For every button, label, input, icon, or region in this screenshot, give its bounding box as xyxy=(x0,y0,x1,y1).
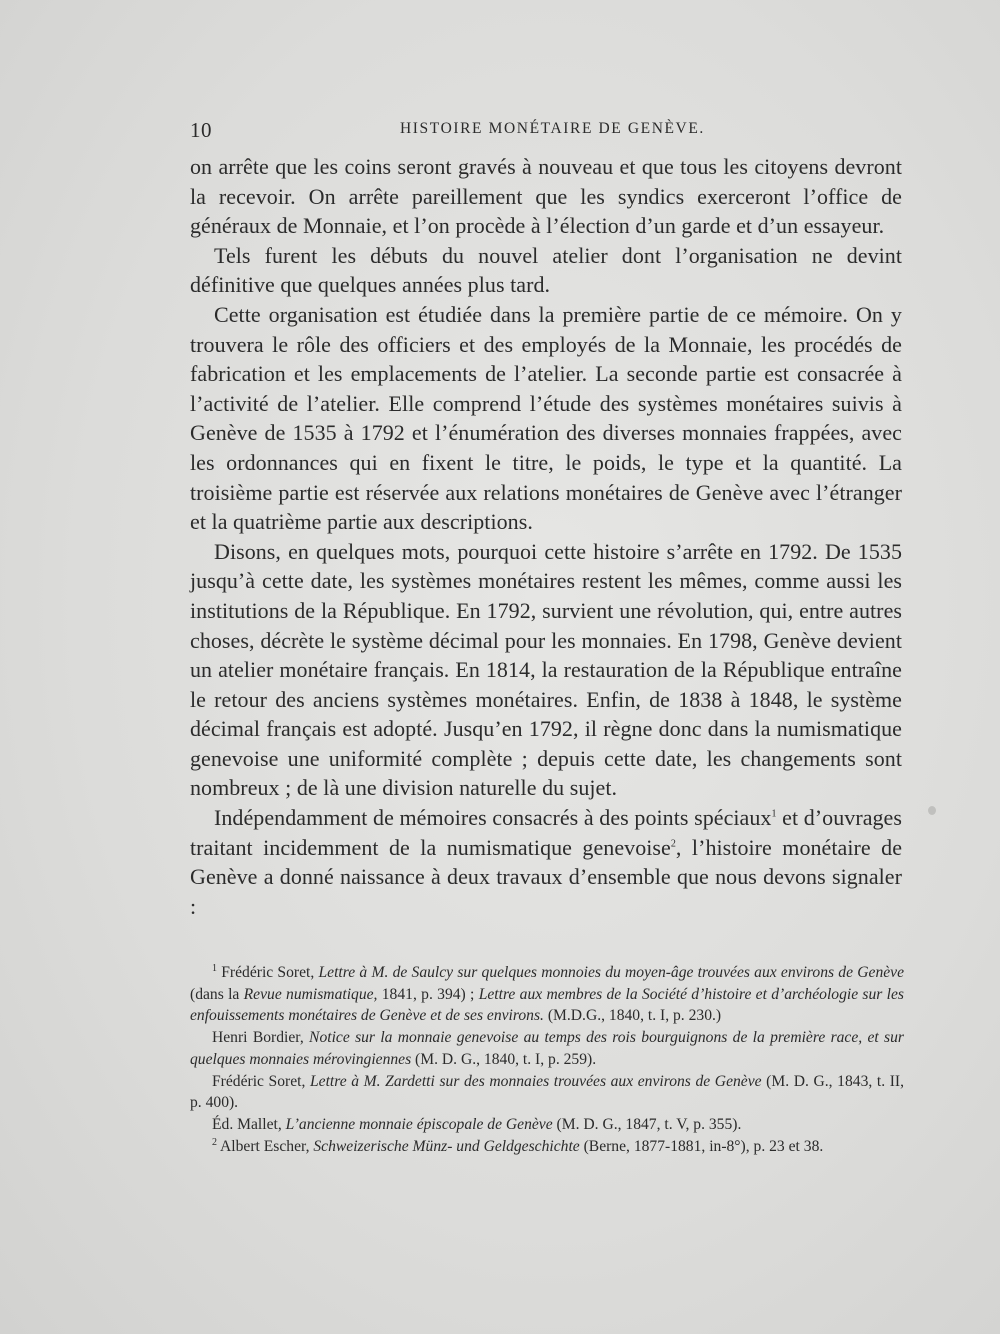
paper-stain xyxy=(928,806,936,815)
footnote-text: (Berne, 1877-1881, in-8°), p. 23 et 38. xyxy=(579,1137,824,1155)
footnote-text: Éd. Mallet, xyxy=(212,1115,286,1133)
footnote-ref-1: 1 xyxy=(771,808,777,820)
footnote-title: L’ancienne monnaie épiscopale de Genève xyxy=(285,1115,553,1133)
footnote-text: Albert Escher, xyxy=(217,1137,314,1155)
footnote-2 xyxy=(190,1136,904,1158)
paragraph-5-part-a: Indépendamment de mémoires consacrés à des points spéciaux xyxy=(214,805,772,831)
footnote-title: Revue numismatique, xyxy=(243,985,378,1003)
footnote-marker-2: 2 xyxy=(212,1136,217,1148)
paragraph-1: on arrête que les coins seront gravés à nouveau et que tous les citoyens devront la recevoir. On arrête pareillement que les syndics exerceront l’office de généraux de Monnaie, et l’on procède à l’élection d’un garde et d’un essayeur. xyxy=(190,154,902,239)
footnote-text: (M. D. G., 1847, t. V, p. 355). xyxy=(552,1115,742,1133)
footnote-1 xyxy=(190,962,904,1027)
footnote-text: Frédéric Soret, xyxy=(212,1072,310,1090)
footnote-1-bordier xyxy=(190,1027,904,1070)
footnote-title: Lettre à M. Zardetti sur des monnaies trouvées aux environs de Genève xyxy=(309,1072,762,1090)
main-text xyxy=(190,152,902,921)
paragraph-4: Disons, en quelques mots, pourquoi cette histoire s’arrête en 1792. De 1535 jusqu’à cette date, les systèmes monétaires restent les mêmes, comme aussi les institutions de la République. En 1792, survient une révolution, qui, entre autres choses, décrète le système décimal pour les monnaies. En 1798, Genève devient un atelier monétaire français. En 1814, la restauration de la République entraîne le retour des anciens systèmes monétaires. Enfin, de 1838 à 1848, le système décimal français est adopté. Jusqu’en 1792, il règne donc dans la numismatique genevoise une uniformité complète ; depuis cette date, les changements sont nombreux ; de là une division naturelle du sujet. xyxy=(190,538,902,801)
footnotes xyxy=(190,962,904,1157)
running-title: HISTOIRE MONÉTAIRE DE GENÈVE. xyxy=(400,120,705,137)
paragraph-5 xyxy=(190,803,902,921)
paragraph-2: Tels furent les débuts du nouvel atelier dont l’organisation ne devint définitive que quelques années plus tard. xyxy=(190,242,902,298)
footnote-text: Frédéric Soret, xyxy=(217,964,319,981)
footnote-text: (M. D. G., 1840, t. I, p. 259). xyxy=(411,1050,597,1068)
footnote-title: Lettre aux membres de la Société d’histoire et d’archéologie sur les enfouissements monétaires de Genève et de ses environs. xyxy=(190,985,904,1025)
footnote-title: Lettre à M. de Saulcy sur quelques monnoies du moyen-âge trouvées aux environs de Genève xyxy=(318,964,904,981)
paragraph-5-part-c: , l’histoire monétaire de Genève a donné naissance à deux travaux d’ensemble que nous devons signaler : xyxy=(190,834,903,919)
footnote-marker-1: 1 xyxy=(212,962,217,974)
footnote-text: (M. D. G., 1843, t. II, p. 400). xyxy=(190,1072,904,1112)
page-header xyxy=(190,118,902,144)
footnote-text: (M.D.G., 1840, t. I, p. 230.) xyxy=(543,1007,722,1025)
footnote-ref-2: 2 xyxy=(670,838,676,850)
footnote-text: 1841, p. 394) ; xyxy=(377,985,479,1003)
footnote-title: Schweizerische Münz- und Geldgeschichte xyxy=(313,1137,580,1155)
paragraph-3: Cette organisation est étudiée dans la première partie de ce mémoire. On y trouvera le rôle des officiers et des employés de la Monnaie, les procédés de fabrication et les emplacements de l’atelier. La seconde partie est consacrée à l’activité de l’atelier. Elle comprend l’étude des systèmes monétaires suivis à Genève de 1535 à 1792 et l’énumération des diverses monnaies frappées, avec les ordonnances qui en fixent le titre, le poids, le type et la quantité. La troisième partie est réservée aux relations monétaires de Genève avec l’étranger et la quatrième partie aux descriptions. xyxy=(190,301,902,535)
footnote-title: Notice sur la monnaie genevoise au temps des rois bourguignons de la première race, et sur quelques monnaies mérovingiennes xyxy=(190,1029,904,1068)
footnote-1-mallet xyxy=(190,1114,904,1136)
footnote-text: Henri Bordier, xyxy=(212,1029,310,1047)
page-number: 10 xyxy=(190,118,212,142)
paragraph-5-part-b: et d’ouvrages traitant incidemment de la numismatique genevoise xyxy=(190,805,902,860)
footnote-1-soret-zardetti xyxy=(190,1071,904,1114)
footnote-text: (dans la xyxy=(190,985,244,1003)
